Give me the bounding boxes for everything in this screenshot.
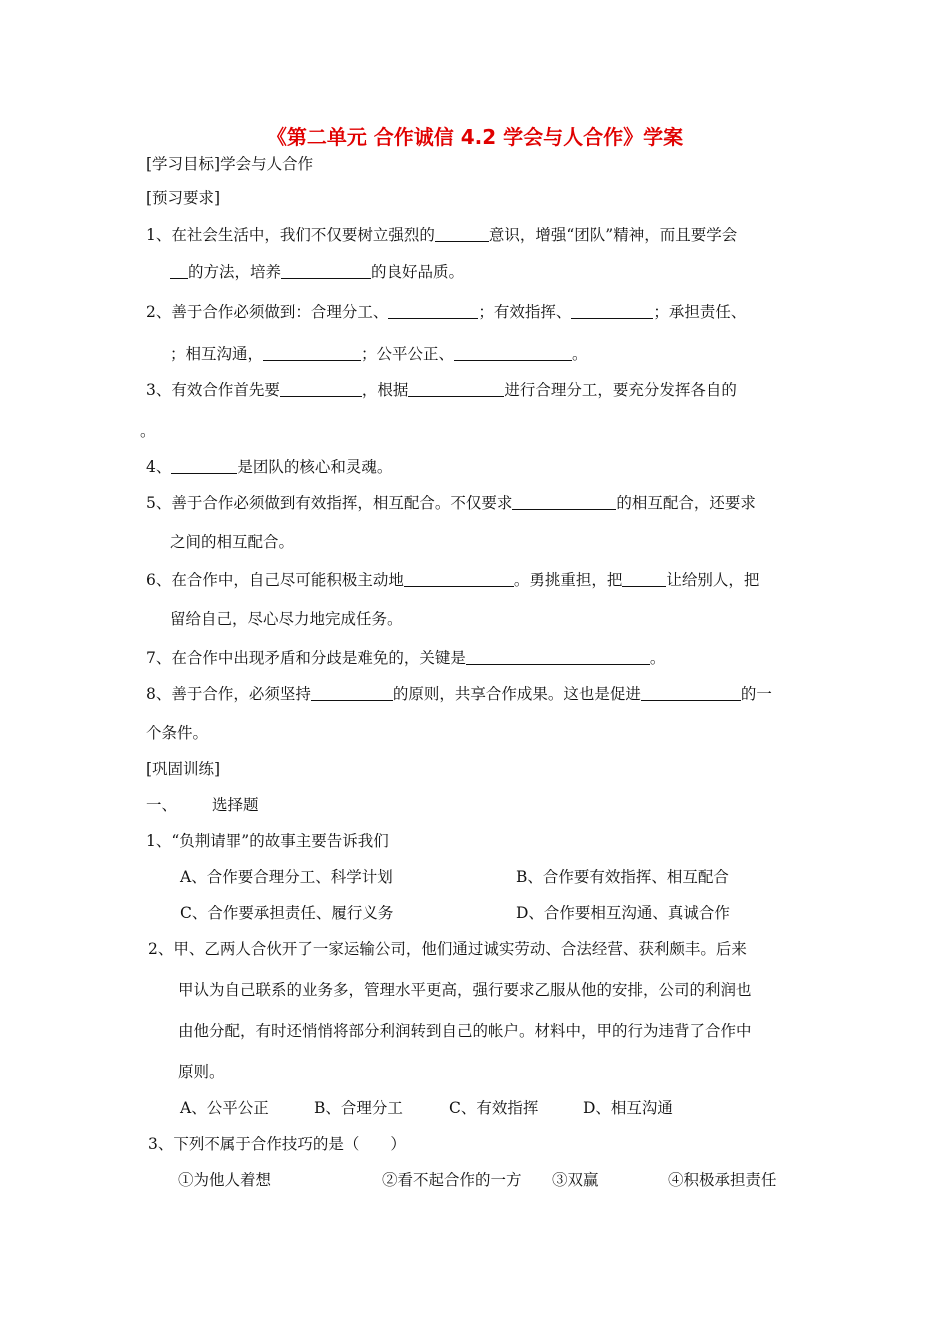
q1-text-c: 的方法，培养 [188, 263, 282, 281]
q3-text-c: 进行合理分工，要充分发挥各自的 [504, 381, 737, 399]
blank [170, 261, 188, 279]
question-8-line-2: 个条件。 [146, 724, 209, 742]
blank [454, 343, 572, 361]
practice-header: [巩固训练] [146, 760, 221, 778]
mc3-option-3: ③双赢 [552, 1171, 599, 1189]
mc1-option-c: C、合作要承担责任、履行义务 [180, 904, 394, 922]
question-6-line-1 [146, 569, 759, 590]
learning-goal: [学习目标]学会与人合作 [146, 155, 314, 173]
blank [404, 569, 514, 587]
mc2-stem-line-4: 原则。 [178, 1063, 225, 1081]
blank [466, 647, 650, 665]
q6-text-a: 6、在合作中，自己尽可能积极主动地 [146, 571, 404, 589]
blank [571, 301, 653, 319]
question-6-line-2: 留给自己，尽心尽力地完成任务。 [170, 610, 403, 628]
mc3-stem: 3、下列不属于合作技巧的是（ ） [148, 1135, 406, 1153]
q2-text-e: ；公平公正、 [361, 345, 455, 363]
q5-text-b: 的相互配合，还要求 [616, 494, 756, 512]
q8-text-c: 的一 [740, 685, 772, 703]
question-5-line-2: 之间的相互配合。 [170, 533, 295, 551]
question-5-line-1 [146, 492, 756, 513]
q2-text-d: ；相互沟通， [170, 345, 264, 363]
mc2-option-d: D、相互沟通 [583, 1099, 673, 1117]
q2-text-f: 。 [572, 345, 588, 363]
mc3-option-2: ②看不起合作的一方 [382, 1171, 522, 1189]
mc1-stem: 1、“负荆请罪”的故事主要告诉我们 [146, 832, 389, 850]
preview-header: [预习要求] [146, 189, 221, 207]
question-1-line-2 [170, 261, 464, 282]
q3-text-b: ，根据 [361, 381, 409, 399]
q1-text-d: 的良好品质。 [371, 263, 465, 281]
mc2-stem-line-2: 甲认为自己联系的业务多，管理水平更高，强行要求乙服从他的安排，公司的利润也 [178, 981, 752, 999]
q2-text-c: ；承担责任、 [653, 303, 747, 321]
q4-text-b: 是团队的核心和灵魂。 [237, 458, 393, 476]
mc2-stem-line-1: 2、甲、乙两人合伙开了一家运输公司，他们通过诚实劳动、合法经营、获利颇丰。后来 [148, 940, 747, 958]
question-7 [146, 647, 665, 668]
blank [280, 379, 362, 397]
q4-text-a: 4、 [146, 458, 172, 476]
q6-text-b: 。勇挑重担，把 [513, 571, 623, 589]
section-one-number: 一、 [146, 796, 178, 814]
mc1-option-b: B、合作要有效指挥、相互配合 [516, 868, 729, 886]
q7-text-b: 。 [649, 649, 666, 667]
mc2-option-c: C、有效指挥 [449, 1099, 539, 1117]
mc1-option-d: D、合作要相互沟通、真诚合作 [516, 904, 730, 922]
mc3-option-1: ①为他人着想 [178, 1171, 272, 1189]
q2-text-a: 2、善于合作必须做到：合理分工、 [146, 303, 389, 321]
blank [171, 456, 237, 474]
question-3-line-2: 。 [140, 422, 156, 440]
mc2-stem-line-3: 由他分配，有时还悄悄将部分利润转到自己的帐户。材料中，甲的行为违背了合作中 [178, 1022, 752, 1040]
blank [281, 261, 371, 279]
blank [408, 379, 504, 397]
mc2-option-a: A、公平公正 [180, 1099, 269, 1117]
q7-text-a: 7、在合作中出现矛盾和分歧是难免的，关键是 [146, 649, 466, 667]
blank [263, 343, 361, 361]
blank [512, 492, 616, 510]
question-2-line-1 [146, 301, 746, 322]
q5-text-a: 5、善于合作必须做到有效指挥，相互配合。不仅要求 [146, 494, 513, 512]
mc3-option-4: ④积极承担责任 [668, 1171, 777, 1189]
question-4 [146, 456, 392, 477]
blank [388, 301, 478, 319]
blank [641, 683, 741, 701]
page-title: 《第二单元 合作诚信 4.2 学会与人合作》学案 [266, 125, 684, 149]
q8-text-a: 8、善于合作，必须坚持 [146, 685, 311, 703]
q6-text-c: 让给别人，把 [666, 571, 760, 589]
section-one-label: 选择题 [212, 796, 259, 814]
blank [435, 224, 489, 242]
question-3-line-1 [146, 379, 737, 400]
mc1-option-a: A、合作要合理分工、科学计划 [180, 868, 393, 886]
q2-text-b: ；有效指挥、 [478, 303, 572, 321]
q1-text-a: 1、在社会生活中，我们不仅要树立强烈的 [146, 226, 435, 244]
blank [622, 569, 666, 587]
question-2-line-2 [170, 343, 588, 364]
blank [311, 683, 393, 701]
q8-text-b: 的原则，共享合作成果。这也是促进 [392, 685, 641, 703]
q3-text-a: 3、有效合作首先要 [146, 381, 280, 399]
question-8-line-1 [146, 683, 772, 704]
question-1-line-1 [146, 224, 737, 245]
mc2-option-b: B、合理分工 [314, 1099, 403, 1117]
q1-text-b: 意识，增强“团队”精神，而且要学会 [488, 226, 738, 244]
